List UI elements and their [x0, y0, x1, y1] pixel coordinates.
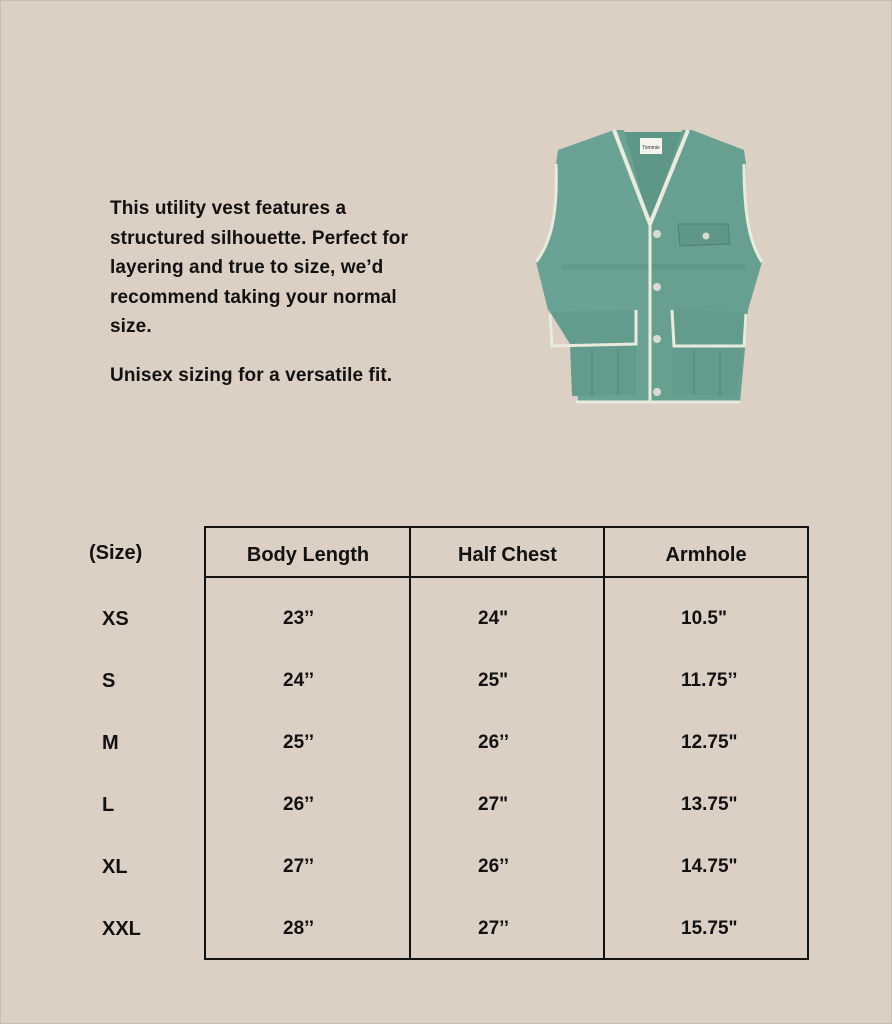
description-line: recommend taking your normal — [110, 286, 397, 308]
cell-body-length: 26’’ — [283, 794, 314, 815]
cell-armhole: 13.75" — [681, 794, 738, 815]
cell-body-length: 27’’ — [283, 856, 314, 877]
size-label-s: S — [102, 670, 116, 692]
cell-half-chest: 25" — [478, 670, 509, 691]
size-label-xs: XS — [102, 608, 129, 630]
table-divider — [409, 528, 411, 958]
size-label-l: L — [102, 794, 115, 816]
column-header-armhole: Armhole — [665, 544, 747, 566]
size-label-xxl: XXL — [102, 918, 141, 940]
description-line: This utility vest features a — [110, 198, 347, 219]
cell-body-length: 28’’ — [283, 918, 314, 939]
cell-body-length: 24’’ — [283, 670, 314, 691]
description-line: layering and true to size, we’d — [110, 257, 384, 278]
vest-illustration — [532, 124, 768, 410]
cell-armhole: 10.5" — [681, 608, 727, 629]
cell-armhole: 14.75" — [681, 856, 738, 877]
table-header-divider — [206, 576, 807, 578]
table-divider — [603, 528, 605, 958]
size-label-xl: XL — [102, 856, 128, 878]
cell-armhole: 11.75’’ — [681, 670, 738, 691]
cell-half-chest: 24" — [478, 608, 509, 629]
cell-body-length: 23’’ — [283, 608, 314, 629]
description-line: structured silhouette. Perfect for — [110, 227, 408, 249]
product-description — [110, 194, 450, 409]
vest-label-text: Tommie — [642, 145, 660, 151]
description-paragraph-2: Unisex sizing for a versatile fit. — [110, 364, 393, 386]
column-header-half-chest: Half Chest — [458, 544, 557, 566]
size-column-header: (Size) — [89, 542, 143, 564]
cell-armhole: 15.75" — [681, 918, 738, 939]
product-image — [532, 124, 768, 410]
size-label-m: M — [102, 732, 119, 754]
cell-half-chest: 27’’ — [478, 918, 509, 939]
description-line: size. — [110, 316, 152, 337]
cell-body-length: 25’’ — [283, 732, 314, 753]
cell-half-chest: 27" — [478, 794, 509, 815]
cell-half-chest: 26’’ — [478, 856, 509, 877]
column-header-body-length: Body Length — [246, 544, 370, 566]
cell-half-chest: 26’’ — [478, 732, 509, 753]
description-paragraph-1 — [110, 194, 450, 342]
cell-armhole: 12.75" — [681, 732, 738, 753]
